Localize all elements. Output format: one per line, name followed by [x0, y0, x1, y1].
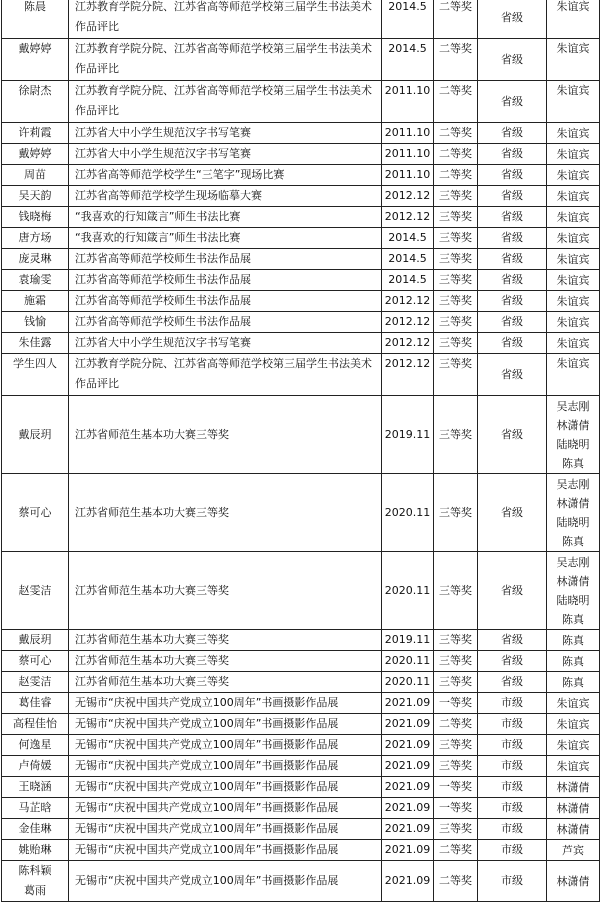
award-cell: 二等奖: [434, 123, 478, 144]
award-cell: 三等奖: [434, 474, 478, 552]
student-name-cell: 戴婷婷: [2, 39, 69, 81]
student-name-cell: 戴婷婷: [2, 144, 69, 165]
teacher-name: 朱谊宾: [556, 717, 590, 731]
award-cell: 三等奖: [434, 396, 478, 474]
student-name-cell: 陈科颖 葛雨: [2, 861, 69, 902]
award-cell: 一等奖: [434, 693, 478, 714]
date-cell: 2014.5: [382, 249, 434, 270]
teacher-name: 朱谊宾: [556, 357, 590, 370]
student-name-cell: 陈晨: [2, 0, 69, 39]
competition-cell: 江苏省高等师范学校学生“三笔字”现场比赛: [69, 165, 382, 186]
teacher-cell: [547, 165, 600, 186]
teacher-name: 陈真: [562, 456, 584, 470]
award-cell: 三等奖: [434, 354, 478, 396]
student-name-cell: 庞灵琳: [2, 249, 69, 270]
date-cell: 2014.5: [382, 270, 434, 291]
date-cell: 2012.12: [382, 186, 434, 207]
level-cell: 省级: [478, 396, 547, 474]
student-name-cell: 金佳琳: [2, 819, 69, 840]
level-cell: 市级: [478, 756, 547, 777]
teacher-name: 吴志刚: [556, 555, 590, 569]
student-name-cell: 蔡可心: [2, 474, 69, 552]
competition-cell: 江苏省师范生基本功大赛三等奖: [69, 651, 382, 672]
student-name-cell: 戴辰玥: [2, 630, 69, 651]
teacher-cell: [547, 270, 600, 291]
teacher-cell: [547, 0, 600, 39]
level-cell: 省级: [478, 144, 547, 165]
level-cell: 市级: [478, 840, 547, 861]
award-cell: 二等奖: [434, 165, 478, 186]
awards-table-body: [2, 0, 600, 902]
teacher-name: 朱谊宾: [556, 189, 590, 203]
award-cell: 一等奖: [434, 777, 478, 798]
date-cell: 2012.12: [382, 312, 434, 333]
teacher-name: 朱谊宾: [556, 126, 590, 140]
teacher-name: 芦宾: [562, 843, 584, 857]
teacher-name: 林潇倩: [556, 801, 590, 815]
date-cell: 2019.11: [382, 630, 434, 651]
table-row: [2, 819, 600, 840]
level-cell: 市级: [478, 693, 547, 714]
level-cell: 省级: [478, 291, 547, 312]
teacher-cell: [547, 39, 600, 81]
student-name-cell: 唐方场: [2, 228, 69, 249]
date-cell: 2014.5: [382, 228, 434, 249]
teacher-cell: [547, 693, 600, 714]
award-cell: 三等奖: [434, 735, 478, 756]
date-cell: 2012.12: [382, 207, 434, 228]
table-row: [2, 798, 600, 819]
date-cell: 2020.11: [382, 552, 434, 630]
teacher-cell: [547, 228, 600, 249]
teacher-cell: [547, 819, 600, 840]
level-cell: 省级: [478, 249, 547, 270]
level-cell: 省级: [478, 651, 547, 672]
teacher-name: 林潇倩: [556, 496, 590, 510]
level-cell: 省级: [478, 354, 547, 396]
student-name-cell: 徐尉杰: [2, 81, 69, 123]
student-name-cell: 吴天韵: [2, 186, 69, 207]
level-cell: 省级: [478, 186, 547, 207]
student-name-cell: 戴辰玥: [2, 396, 69, 474]
teacher-cell: [547, 186, 600, 207]
award-cell: 三等奖: [434, 333, 478, 354]
competition-cell: 江苏省师范生基本功大赛三等奖: [69, 672, 382, 693]
award-cell: 三等奖: [434, 270, 478, 291]
date-cell: 2014.5: [382, 0, 434, 39]
teacher-cell: [547, 552, 600, 630]
date-cell: 2012.12: [382, 333, 434, 354]
teacher-name: 陈真: [562, 612, 584, 626]
student-name-cell: 钱晓梅: [2, 207, 69, 228]
competition-cell: “我喜欢的行知箴言”师生书法比赛: [69, 228, 382, 249]
teacher-name: 朱谊宾: [556, 252, 590, 266]
student-name-cell: 卢倚媛: [2, 756, 69, 777]
competition-cell: 江苏省师范生基本功大赛三等奖: [69, 552, 382, 630]
level-cell: 省级: [478, 123, 547, 144]
award-cell: 二等奖: [434, 144, 478, 165]
level-cell: 省级: [478, 270, 547, 291]
teacher-cell: [547, 798, 600, 819]
table-row: [2, 651, 600, 672]
teacher-name: 林潇倩: [556, 874, 590, 888]
teacher-cell: [547, 291, 600, 312]
competition-cell: 江苏教育学院分院、江苏省高等师范学校第三届学生书法美术作品评比: [69, 81, 382, 123]
award-cell: 三等奖: [434, 186, 478, 207]
teacher-name: 陆晓明: [556, 515, 590, 529]
teacher-cell: [547, 474, 600, 552]
competition-cell: 江苏省高等师范学校学生现场临摹大赛: [69, 186, 382, 207]
teacher-cell: [547, 207, 600, 228]
teacher-name: 吴志刚: [556, 477, 590, 491]
teacher-name: 朱谊宾: [556, 315, 590, 329]
teacher-name: 朱谊宾: [556, 696, 590, 710]
level-cell: 省级: [478, 39, 547, 81]
table-row: [2, 144, 600, 165]
student-name-cell: 赵雯洁: [2, 552, 69, 630]
date-cell: 2021.09: [382, 735, 434, 756]
teacher-name: 朱谊宾: [556, 168, 590, 182]
table-row: [2, 777, 600, 798]
student-name-cell: 赵雯洁: [2, 672, 69, 693]
date-cell: 2011.10: [382, 165, 434, 186]
teacher-name: 朱谊宾: [556, 84, 590, 97]
competition-cell: 无锡市“庆祝中国共产党成立100周年”书画摄影作品展: [69, 861, 382, 902]
award-cell: 二等奖: [434, 840, 478, 861]
table-row: [2, 270, 600, 291]
table-row: [2, 714, 600, 735]
teacher-name: 吴志刚: [556, 399, 590, 413]
teacher-cell: [547, 756, 600, 777]
level-cell: 省级: [478, 672, 547, 693]
date-cell: 2011.10: [382, 144, 434, 165]
teacher-cell: [547, 123, 600, 144]
student-name-cell: 马芷晗: [2, 798, 69, 819]
awards-table: [1, 0, 600, 902]
competition-cell: 无锡市“庆祝中国共产党成立100周年”书画摄影作品展: [69, 693, 382, 714]
competition-cell: “我喜欢的行知箴言”师生书法比赛: [69, 207, 382, 228]
award-cell: 二等奖: [434, 81, 478, 123]
student-name-cell: 王晓涵: [2, 777, 69, 798]
date-cell: 2021.09: [382, 819, 434, 840]
table-row: [2, 735, 600, 756]
award-cell: 三等奖: [434, 672, 478, 693]
teacher-name: 陈真: [562, 675, 584, 689]
level-cell: 市级: [478, 819, 547, 840]
level-cell: 省级: [478, 474, 547, 552]
table-row: [2, 228, 600, 249]
student-name-cell: 何逸星: [2, 735, 69, 756]
competition-cell: 江苏教育学院分院、江苏省高等师范学校第三届学生书法美术作品评比: [69, 0, 382, 39]
teacher-name: 陈真: [562, 654, 584, 668]
award-cell: 三等奖: [434, 819, 478, 840]
award-cell: 二等奖: [434, 714, 478, 735]
competition-cell: 江苏省高等师范学校师生书法作品展: [69, 270, 382, 291]
competition-cell: 无锡市“庆祝中国共产党成立100周年”书画摄影作品展: [69, 714, 382, 735]
competition-cell: 无锡市“庆祝中国共产党成立100周年”书画摄影作品展: [69, 840, 382, 861]
teacher-cell: [547, 777, 600, 798]
level-cell: 市级: [478, 798, 547, 819]
teacher-cell: [547, 144, 600, 165]
teacher-cell: [547, 81, 600, 123]
level-cell: 省级: [478, 312, 547, 333]
award-cell: 三等奖: [434, 249, 478, 270]
table-row: [2, 672, 600, 693]
table-row: [2, 0, 600, 39]
competition-cell: 江苏省师范生基本功大赛三等奖: [69, 396, 382, 474]
date-cell: 2021.09: [382, 777, 434, 798]
table-row: [2, 354, 600, 396]
date-cell: 2012.12: [382, 291, 434, 312]
competition-cell: 无锡市“庆祝中国共产党成立100周年”书画摄影作品展: [69, 735, 382, 756]
teacher-name: 朱谊宾: [556, 294, 590, 308]
competition-cell: 江苏省高等师范学校师生书法作品展: [69, 312, 382, 333]
teacher-cell: [547, 714, 600, 735]
date-cell: 2020.11: [382, 651, 434, 672]
award-cell: 二等奖: [434, 861, 478, 902]
teacher-cell: [547, 312, 600, 333]
competition-cell: 江苏省大中小学生规范汉字书写笔赛: [69, 333, 382, 354]
table-row: [2, 333, 600, 354]
teacher-name: 林潇倩: [556, 418, 590, 432]
date-cell: 2011.10: [382, 123, 434, 144]
date-cell: 2021.09: [382, 693, 434, 714]
teacher-cell: [547, 249, 600, 270]
table-row: [2, 249, 600, 270]
table-row: [2, 186, 600, 207]
student-name-cell: 施霜: [2, 291, 69, 312]
teacher-cell: [547, 630, 600, 651]
teacher-cell: [547, 840, 600, 861]
teacher-name: 陈真: [562, 633, 584, 647]
award-cell: 二等奖: [434, 39, 478, 81]
award-cell: 三等奖: [434, 207, 478, 228]
award-cell: 三等奖: [434, 630, 478, 651]
teacher-name: 林潇倩: [556, 780, 590, 794]
award-cell: 三等奖: [434, 291, 478, 312]
student-name-cell: 许莉霞: [2, 123, 69, 144]
award-cell: 三等奖: [434, 552, 478, 630]
competition-cell: 无锡市“庆祝中国共产党成立100周年”书画摄影作品展: [69, 798, 382, 819]
competition-cell: 江苏教育学院分院、江苏省高等师范学校第三届学生书法美术作品评比: [69, 354, 382, 396]
date-cell: 2021.09: [382, 861, 434, 902]
award-cell: 三等奖: [434, 651, 478, 672]
competition-cell: 江苏省师范生基本功大赛三等奖: [69, 474, 382, 552]
date-cell: 2020.11: [382, 672, 434, 693]
level-cell: 省级: [478, 165, 547, 186]
teacher-name: 朱谊宾: [556, 759, 590, 773]
level-cell: 市级: [478, 714, 547, 735]
teacher-name: 林潇倩: [556, 574, 590, 588]
teacher-name: 朱谊宾: [556, 0, 590, 13]
student-name-cell: 蔡可心: [2, 651, 69, 672]
table-row: [2, 81, 600, 123]
teacher-cell: [547, 396, 600, 474]
student-name-cell: 朱佳露: [2, 333, 69, 354]
level-cell: 市级: [478, 735, 547, 756]
teacher-name: 朱谊宾: [556, 147, 590, 161]
competition-cell: 江苏省高等师范学校师生书法作品展: [69, 291, 382, 312]
teacher-cell: [547, 861, 600, 902]
table-row: [2, 552, 600, 630]
award-cell: 一等奖: [434, 798, 478, 819]
level-cell: 省级: [478, 333, 547, 354]
table-row: [2, 756, 600, 777]
competition-cell: 江苏省大中小学生规范汉字书写笔赛: [69, 123, 382, 144]
level-cell: 市级: [478, 861, 547, 902]
table-row: [2, 693, 600, 714]
level-cell: 省级: [478, 228, 547, 249]
student-name-cell: 钱愉: [2, 312, 69, 333]
table-row: [2, 861, 600, 902]
date-cell: 2012.12: [382, 354, 434, 396]
date-cell: 2011.10: [382, 81, 434, 123]
date-cell: 2021.09: [382, 798, 434, 819]
award-cell: 三等奖: [434, 756, 478, 777]
teacher-name: 林潇倩: [556, 822, 590, 836]
table-row: [2, 207, 600, 228]
teacher-cell: [547, 354, 600, 396]
award-cell: 三等奖: [434, 228, 478, 249]
table-row: [2, 123, 600, 144]
date-cell: 2020.11: [382, 474, 434, 552]
table-row: [2, 312, 600, 333]
table-row: [2, 396, 600, 474]
level-cell: 省级: [478, 552, 547, 630]
teacher-name: 朱谊宾: [556, 738, 590, 752]
level-cell: 省级: [478, 630, 547, 651]
teacher-name: 朱谊宾: [556, 273, 590, 287]
award-cell: 二等奖: [434, 0, 478, 39]
teacher-name: 朱谊宾: [556, 336, 590, 350]
teacher-cell: [547, 735, 600, 756]
teacher-name: 陆晓明: [556, 437, 590, 451]
competition-cell: 江苏教育学院分院、江苏省高等师范学校第三届学生书法美术作品评比: [69, 39, 382, 81]
table-row: [2, 165, 600, 186]
level-cell: 省级: [478, 81, 547, 123]
student-name-cell: 高程佳怡: [2, 714, 69, 735]
student-name-cell: 葛佳睿: [2, 693, 69, 714]
level-cell: 省级: [478, 0, 547, 39]
teacher-name: 朱谊宾: [556, 210, 590, 224]
teacher-cell: [547, 651, 600, 672]
table-row: [2, 840, 600, 861]
level-cell: 省级: [478, 207, 547, 228]
table-row: [2, 474, 600, 552]
student-name-cell: 学生四人: [2, 354, 69, 396]
teacher-name: 朱谊宾: [556, 42, 590, 55]
table-row: [2, 291, 600, 312]
student-name-cell: 周苗: [2, 165, 69, 186]
student-name-cell: 姚贻琳: [2, 840, 69, 861]
student-name-cell: 袁瑜雯: [2, 270, 69, 291]
competition-cell: 无锡市“庆祝中国共产党成立100周年”书画摄影作品展: [69, 756, 382, 777]
teacher-cell: [547, 333, 600, 354]
date-cell: 2019.11: [382, 396, 434, 474]
date-cell: 2014.5: [382, 39, 434, 81]
competition-cell: 江苏省高等师范学校师生书法作品展: [69, 249, 382, 270]
table-row: [2, 39, 600, 81]
competition-cell: 无锡市“庆祝中国共产党成立100周年”书画摄影作品展: [69, 777, 382, 798]
teacher-name: 陆晓明: [556, 593, 590, 607]
level-cell: 市级: [478, 777, 547, 798]
award-cell: 三等奖: [434, 312, 478, 333]
date-cell: 2021.09: [382, 840, 434, 861]
date-cell: 2021.09: [382, 756, 434, 777]
competition-cell: 江苏省师范生基本功大赛三等奖: [69, 630, 382, 651]
teacher-name: 陈真: [562, 534, 584, 548]
teacher-name: 朱谊宾: [556, 231, 590, 245]
teacher-cell: [547, 672, 600, 693]
competition-cell: 无锡市“庆祝中国共产党成立100周年”书画摄影作品展: [69, 819, 382, 840]
date-cell: 2021.09: [382, 714, 434, 735]
competition-cell: 江苏省大中小学生规范汉字书写笔赛: [69, 144, 382, 165]
table-row: [2, 630, 600, 651]
